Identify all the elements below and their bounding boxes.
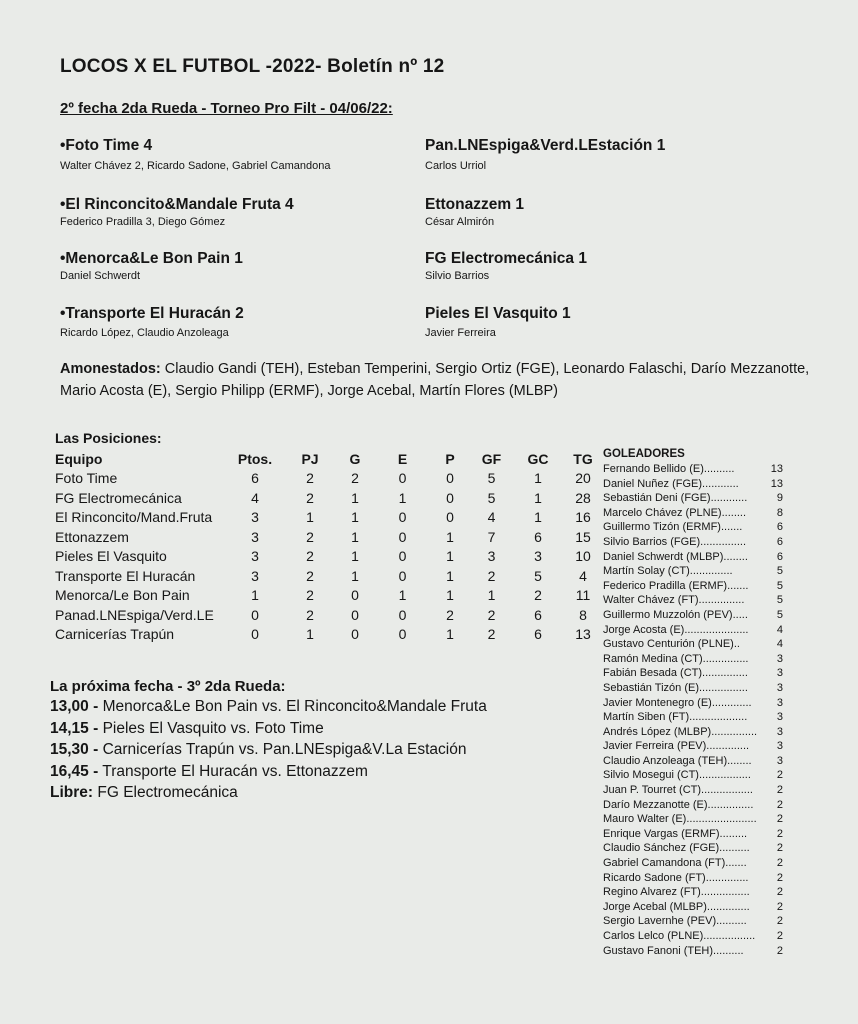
scorer-row <box>603 885 793 900</box>
scorer-goals: 2 <box>776 798 783 811</box>
scorer-name: Fernando Bellido (E).......... <box>603 463 735 475</box>
match-home-scorers: Daniel Schwerdt <box>60 270 141 282</box>
scorer-goals: 5 <box>776 565 783 578</box>
cell-team-name: Ettonazzem <box>55 528 129 545</box>
scorers-list <box>603 462 793 958</box>
cell-points: 3 <box>251 548 259 565</box>
scorer-name: Sergio Lavernhe (PEV).......... <box>603 915 747 928</box>
scorer-name: Mauro Walter (E)....................... <box>603 813 757 826</box>
standings-title: Las Posiciones: <box>55 430 162 446</box>
cell-drawn: 0 <box>398 626 407 643</box>
scorer-row <box>603 856 793 871</box>
scorer-name: Claudio Sánchez (FGE).......... <box>603 842 750 855</box>
cell-goals-for: 3 <box>487 548 496 565</box>
cell-team-name: Carnicerías Trapún <box>55 626 175 643</box>
scorer-row <box>603 491 793 506</box>
scorer-goals: 6 <box>776 521 783 534</box>
scorer-goals: 2 <box>776 784 783 797</box>
fixture-item <box>50 761 487 783</box>
scorer-row <box>603 506 793 521</box>
cell-played: 2 <box>306 567 314 584</box>
scorer-name: Andrés López (MLBP)............... <box>603 725 758 738</box>
cell-drawn: 1 <box>398 489 407 506</box>
scorer-goals: 2 <box>776 827 783 840</box>
match-away-team: Pan.LNEspiga&Verd.LEstación 1 <box>425 137 666 154</box>
scorer-row <box>603 725 793 740</box>
scorer-goals: 13 <box>770 477 783 490</box>
scorer-goals: 9 <box>776 492 783 505</box>
cell-lost: 1 <box>446 528 454 545</box>
cell-tg: 10 <box>575 548 591 565</box>
cell-won: 0 <box>351 606 359 623</box>
scorer-row <box>603 637 793 652</box>
cell-goals-against: 6 <box>534 528 542 545</box>
scorer-row <box>603 477 793 492</box>
match-away-scorers: Carlos Urriol <box>425 160 487 172</box>
match-home-scorers: Walter Chávez 2, Ricardo Sadone, Gabriel Camandona <box>60 160 331 172</box>
next-round-list <box>50 696 487 804</box>
fixture-text: Menorca&Le Bon Pain vs. El Rinconcito&Mandale Fruta <box>102 698 487 715</box>
cell-points: 3 <box>251 567 259 584</box>
scorer-goals: 2 <box>776 871 783 884</box>
standings-row <box>55 508 603 528</box>
col-header-tg: TG <box>573 450 593 467</box>
scorer-name: Marcelo Chávez (PLNE)........ <box>603 506 747 519</box>
scorer-row <box>603 812 793 827</box>
scorer-row <box>603 550 793 565</box>
scorer-row <box>603 768 793 783</box>
scorer-name: Darío Mezzanotte (E)............... <box>603 798 754 811</box>
scorer-name: Federico Pradilla (ERMF)....... <box>603 579 749 592</box>
bulletin-title: LOCOS X EL FUTBOL -2022- Boletín nº 12 <box>60 56 445 77</box>
scorer-name: Juan P. Tourret (CT)................. <box>603 784 753 797</box>
scorer-goals: 2 <box>776 900 783 913</box>
cell-won: 2 <box>351 470 359 487</box>
scorer-row <box>603 827 793 842</box>
cell-played: 1 <box>306 626 314 643</box>
scorer-row <box>603 593 793 608</box>
scorer-name: Fabián Besada (CT)............... <box>603 667 748 680</box>
scorer-row <box>603 929 793 944</box>
fixture-time: 13,00 - <box>50 698 99 715</box>
cell-points: 3 <box>251 528 259 545</box>
scorer-row <box>603 798 793 813</box>
cell-lost: 0 <box>446 489 454 506</box>
cell-team-name: Panad.LNEspiga/Verd.LE <box>55 606 214 623</box>
cell-lost: 2 <box>446 606 454 623</box>
next-round-title: La próxima fecha - 3º 2da Rueda: <box>50 678 286 695</box>
scorer-name: Daniel Nuñez (FGE)............ <box>603 477 739 490</box>
cell-team-name: Foto Time <box>55 470 118 487</box>
standings-row <box>55 605 603 625</box>
col-header-goals-against: GC <box>527 450 549 467</box>
cell-lost: 0 <box>446 509 454 526</box>
bye-label: Libre: <box>50 784 94 801</box>
cell-played: 2 <box>306 470 314 487</box>
cell-won: 1 <box>351 548 359 565</box>
cell-tg: 16 <box>575 509 591 526</box>
match-home-team: •El Rinconcito&Mandale Fruta 4 <box>60 196 294 213</box>
cell-drawn: 0 <box>398 470 407 487</box>
fixture-time: 15,30 - <box>50 741 99 758</box>
cell-lost: 1 <box>446 567 454 584</box>
cell-drawn: 0 <box>398 528 407 545</box>
scorers-title: GOLEADORES <box>603 448 685 460</box>
scorer-name: Martín Solay (CT).............. <box>603 565 733 578</box>
cell-tg: 13 <box>575 626 591 643</box>
standings-row <box>55 586 603 606</box>
scorer-goals: 13 <box>770 463 783 475</box>
scorer-goals: 2 <box>776 915 783 928</box>
standings-row <box>55 547 603 567</box>
cell-drawn: 0 <box>398 567 407 584</box>
scorer-goals: 3 <box>776 711 783 724</box>
fixture-item <box>50 718 487 740</box>
cell-won: 1 <box>351 567 359 584</box>
scorer-goals: 2 <box>776 857 783 870</box>
cell-goals-against: 5 <box>534 567 542 584</box>
cell-points: 3 <box>251 509 259 526</box>
fixture-time: 14,15 - <box>50 719 99 737</box>
col-header-lost: P <box>445 450 455 467</box>
scorer-goals: 5 <box>776 608 783 621</box>
bye-team: FG Electromecánica <box>97 784 238 801</box>
scorer-name: Ricardo Sadone (FT).............. <box>603 871 749 884</box>
scorer-name: Jorge Acosta (E)..................... <box>603 623 749 636</box>
scorer-name: Javier Montenegro (E)............. <box>603 696 752 709</box>
cell-goals-against: 1 <box>534 509 542 526</box>
scorer-name: Carlos Lelco (PLNE)................. <box>603 930 756 942</box>
cell-goals-for: 2 <box>487 626 496 643</box>
cell-team-name: Menorca/Le Bon Pain <box>55 587 190 604</box>
fixture-text: Pieles El Vasquito vs. Foto Time <box>102 719 324 737</box>
match-away-scorers: César Almirón <box>425 216 495 228</box>
cell-drawn: 0 <box>398 548 407 565</box>
scorer-goals: 3 <box>776 725 783 738</box>
standings-row <box>55 566 603 586</box>
scorer-name: Gustavo Centurión (PLNE).. <box>603 638 740 651</box>
scorer-name: Guillermo Muzzolón (PEV)..... <box>603 608 748 621</box>
cell-goals-for: 4 <box>487 509 496 526</box>
cell-points: 1 <box>251 587 259 604</box>
scorer-goals: 3 <box>776 681 783 694</box>
cell-tg: 28 <box>575 489 591 506</box>
col-header-drawn: E <box>397 450 408 467</box>
cell-goals-for: 2 <box>487 567 496 584</box>
cell-played: 2 <box>306 528 314 545</box>
match-home-team: •Menorca&Le Bon Pain 1 <box>60 250 243 267</box>
match-away-scorers: Javier Ferreira <box>425 327 496 339</box>
cell-won: 1 <box>351 489 359 506</box>
scorer-row <box>603 914 793 929</box>
cell-goals-against: 2 <box>534 587 542 604</box>
cell-team-name: FG Electromecánica <box>55 489 182 506</box>
match-home-team: •Foto Time 4 <box>60 137 153 154</box>
scorer-row <box>603 608 793 623</box>
scorer-row <box>603 564 793 579</box>
fixture-text: Transporte El Huracán vs. Ettonazzem <box>102 762 368 780</box>
standings-body <box>55 469 603 645</box>
cell-drawn: 1 <box>398 587 407 604</box>
cell-tg: 11 <box>575 587 591 604</box>
scorer-name: Ramón Medina (CT)............... <box>603 652 749 665</box>
scorer-goals: 8 <box>776 506 783 519</box>
cell-played: 1 <box>306 509 314 526</box>
round-subtitle: 2º fecha 2da Rueda - Torneo Pro Filt - 04/06/22: <box>60 100 393 117</box>
scorer-name: Jorge Acebal (MLBP).............. <box>603 900 750 913</box>
scorer-name: Regino Alvarez (FT)................ <box>603 886 750 899</box>
standings-row <box>55 469 603 489</box>
cell-team-name: Transporte El Huracán <box>55 567 196 584</box>
match-away-scorers: Silvio Barrios <box>425 270 490 282</box>
cell-played: 2 <box>306 548 314 565</box>
standings-row <box>55 625 603 645</box>
cell-goals-against: 3 <box>534 548 542 565</box>
cell-won: 0 <box>351 626 359 643</box>
cell-goals-for: 5 <box>487 470 496 487</box>
col-header-team: Equipo <box>55 450 103 467</box>
scorer-goals: 3 <box>776 740 783 753</box>
match-away-team: FG Electromecánica 1 <box>425 250 587 267</box>
scorer-row <box>603 520 793 535</box>
cell-goals-against: 6 <box>534 626 542 643</box>
cell-played: 2 <box>306 489 314 506</box>
cell-goals-for: 2 <box>487 606 496 623</box>
cautions-paragraph <box>60 358 830 402</box>
scorer-name: Walter Chávez (FT)............... <box>603 594 745 607</box>
scorer-goals: 5 <box>776 594 783 607</box>
cell-drawn: 0 <box>398 509 407 526</box>
col-header-goals-for: GF <box>481 450 502 467</box>
match-away-team: Pieles El Vasquito 1 <box>425 305 571 322</box>
scorer-row <box>603 535 793 550</box>
scorer-row <box>603 462 793 477</box>
cell-goals-for: 1 <box>487 587 496 604</box>
scorer-goals: 3 <box>776 754 783 767</box>
match-away-team: Ettonazzem 1 <box>425 196 525 213</box>
scorer-name: Gustavo Fanoni (TEH).......... <box>603 944 744 957</box>
scorer-goals: 4 <box>776 638 783 651</box>
scorer-goals: 2 <box>776 769 783 782</box>
scorer-goals: 2 <box>776 842 783 855</box>
fixture-time: 16,45 - <box>50 762 99 780</box>
col-header-won: G <box>349 450 361 467</box>
scorer-goals: 2 <box>776 944 783 957</box>
col-header-played: PJ <box>301 450 319 467</box>
scorer-row <box>603 623 793 638</box>
scorer-goals: 2 <box>776 886 783 899</box>
scorer-name: Sebastián Deni (FGE)............ <box>603 492 748 505</box>
scorer-goals: 3 <box>776 696 783 709</box>
scorer-name: Javier Ferreira (PEV).............. <box>603 740 750 753</box>
scorer-goals: 5 <box>776 579 783 592</box>
scorer-name: Martín Siben (FT)................... <box>603 711 748 724</box>
scorer-row <box>603 652 793 667</box>
cell-goals-against: 1 <box>534 489 542 506</box>
scorer-name: Gabriel Camandona (FT)....... <box>603 857 747 870</box>
cell-tg: 8 <box>579 606 587 623</box>
scorer-name: Sebastián Tizón (E)................ <box>603 681 748 694</box>
standings-row <box>55 527 603 547</box>
scorer-row <box>603 666 793 681</box>
scorer-name: Claudio Anzoleaga (TEH)........ <box>603 754 752 767</box>
cell-lost: 0 <box>446 470 454 487</box>
cell-team-name: Pieles El Vasquito <box>55 548 167 565</box>
scorer-goals: 6 <box>776 535 783 548</box>
cell-points: 4 <box>251 489 259 506</box>
cell-tg: 4 <box>579 567 587 584</box>
scorer-goals: 6 <box>776 550 783 563</box>
cautions-text: Claudio Gandi (TEH), Esteban Temperini, Sergio Ortiz (FGE), Leonardo Falaschi, Darío Mezzanotte, Mario Acosta (E), Sergio Philipp (ERMF), Jorge Acebal, Martín Flores (MLBP) <box>60 361 810 399</box>
cell-drawn: 0 <box>398 606 407 623</box>
scorer-name: Silvio Barrios (FGE)............... <box>603 535 747 548</box>
cell-played: 2 <box>306 587 314 604</box>
standings-header-row <box>55 449 603 469</box>
scorer-row <box>603 841 793 856</box>
cell-goals-against: 6 <box>534 606 542 623</box>
match-home-team: •Transporte El Huracán 2 <box>60 305 244 322</box>
col-header-points: Ptos. <box>237 450 273 467</box>
cell-lost: 1 <box>446 626 454 643</box>
cell-won: 0 <box>351 587 359 604</box>
scorer-row <box>603 579 793 594</box>
cell-tg: 15 <box>575 528 591 545</box>
scorer-row <box>603 871 793 886</box>
cell-lost: 1 <box>446 587 454 604</box>
cell-points: 6 <box>251 470 259 487</box>
fixture-text: Carnicerías Trapún vs. Pan.LNEspiga&V.La Estación <box>102 741 467 758</box>
cell-team-name: El Rinconcito/Mand.Fruta <box>55 509 213 526</box>
scorer-name: Guillermo Tizón (ERMF)....... <box>603 521 743 534</box>
scorer-goals: 4 <box>776 623 783 636</box>
cell-goals-for: 7 <box>487 528 496 545</box>
fixture-item <box>50 739 487 761</box>
match-home-scorers: Federico Pradilla 3, Diego Gómez <box>60 216 226 228</box>
cell-goals-for: 5 <box>487 489 496 506</box>
scorer-row <box>603 754 793 769</box>
scorer-name: Enrique Vargas (ERMF)......... <box>603 827 748 840</box>
scorer-row <box>603 783 793 798</box>
scorer-goals: 2 <box>776 813 783 826</box>
scorer-goals: 3 <box>776 652 783 665</box>
cell-points: 0 <box>251 606 259 623</box>
cautions-label: Amonestados: <box>60 361 161 377</box>
cell-goals-against: 1 <box>534 470 542 487</box>
cell-won: 1 <box>351 509 359 526</box>
scorer-row <box>603 944 793 959</box>
scorer-row <box>603 696 793 711</box>
scorer-goals: 3 <box>776 667 783 680</box>
scorer-name: Silvio Mosegui (CT)................. <box>603 769 751 782</box>
cell-tg: 20 <box>575 470 591 487</box>
scorer-row <box>603 681 793 696</box>
scorer-name: Daniel Schwerdt (MLBP)........ <box>603 550 748 563</box>
cell-lost: 1 <box>446 548 454 565</box>
scorer-goals: 2 <box>776 930 783 942</box>
scorer-row <box>603 739 793 754</box>
cell-won: 1 <box>351 528 359 545</box>
fixture-item <box>50 696 487 718</box>
bye-item <box>50 782 487 804</box>
scorer-row <box>603 710 793 725</box>
cell-played: 2 <box>306 606 314 623</box>
match-home-scorers: Ricardo López, Claudio Anzoleaga <box>60 327 229 339</box>
standings-table <box>55 449 603 644</box>
scorer-row <box>603 900 793 915</box>
cell-points: 0 <box>251 626 259 643</box>
standings-row <box>55 488 603 508</box>
